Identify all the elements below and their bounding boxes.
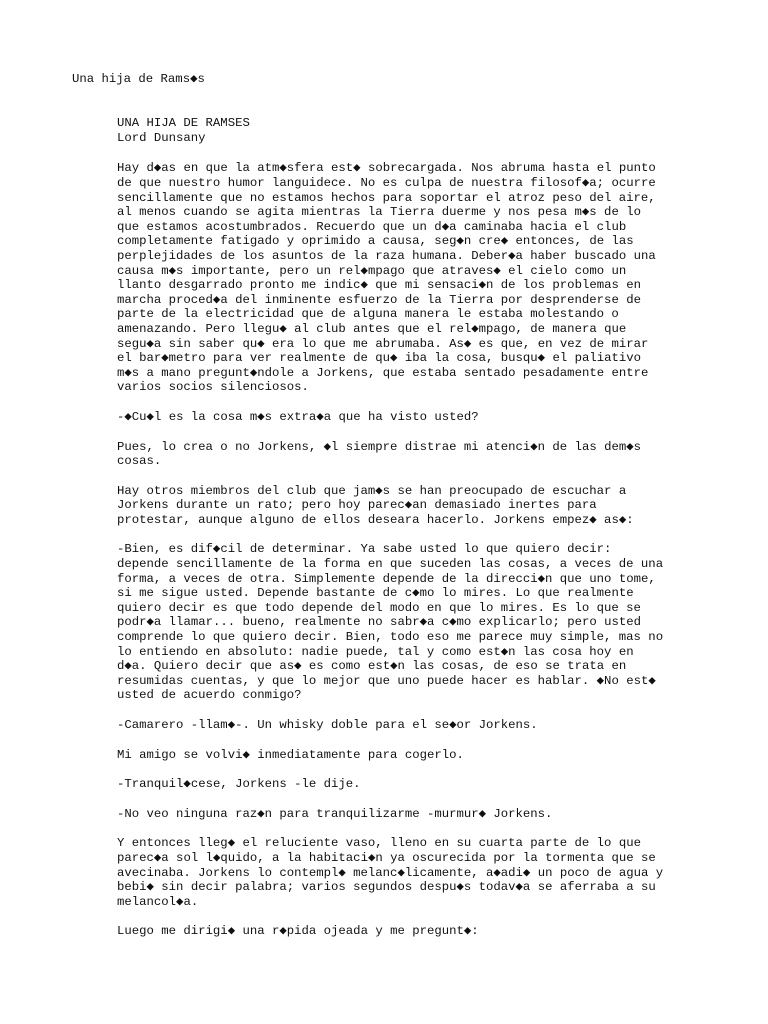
spacer: [117, 469, 697, 484]
paragraph: -◆Cu◆l es la cosa m◆s extra◆a que ha visto usted?: [117, 409, 479, 424]
spacer: [117, 733, 697, 748]
paragraph: -Bien, es dif◆cil de determinar. Ya sabe usted lo que quiero decir: depende sencillamente de la forma en que suceden las cosas, a veces de una forma, a veces de otra. Simplemente depende de la direcci◆n que uno tome, si me sigue usted. Depende bastante de c◆mo lo mires. Lo que realmente quiero decir es que todo depende del modo en que lo mires. Es lo que se podr◆a llamar... bueno, realmente no sabr◆a c◆mo explicarlo; pero usted comprende lo que quiero decir. Bien, todo eso me parece muy simple, mas no lo entiendo en absoluto: nadie puede, tal y como est◆n las cosa hoy en d◆a. Quiero decir que as◆ es como est◆n las cosas, de eso se trata en resumidas cuentas, y que lo mejor que uno puede hacer es hablar. ◆No est◆ usted de acuerdo conmigo?: [117, 542, 664, 703]
paragraph: -Camarero -llam◆-. Un whisky doble para el se◆or Jorkens.: [117, 718, 538, 732]
paragraph: Pues, lo crea o no Jorkens, ◆l siempre distrae mi atenci◆n de las dem◆s cosas.: [117, 439, 642, 469]
spacer: [117, 762, 697, 777]
spacer: [117, 821, 697, 836]
paragraph: Mi amigo se volvi◆ inmediatamente para cogerlo.: [117, 747, 464, 762]
spacer: [117, 792, 697, 807]
paragraph: Y entonces lleg◆ el reluciente vaso, lleno en su cuarta parte de lo que parec◆a sol l◆quido, a la habitaci◆n ya oscurecida por la tormenta que se avecinaba. Jorkens lo contempl◆ melanc◆licamente, a◆adi◆ un poco de agua y bebi◆ sin decir palabra; varios segundos despu◆s todav◆a se aferraba a su melancol◆a.: [117, 836, 664, 909]
story-heading: UNA HIJA DE RAMSES: [117, 116, 250, 130]
paragraph: Hay otros miembros del club que jam◆s se han preocupado de escuchar a Jorkens durante un rato; pero hoy parec◆an demasiado inertes para protestar, aunque alguno de ellos deseara hacerlo. Jorkens empez◆ as◆:: [117, 483, 634, 527]
spacer: [117, 146, 697, 161]
spacer: [117, 527, 697, 542]
paragraph: -Tranquil◆cese, Jorkens -le dije.: [117, 777, 361, 792]
story-author: Lord Dunsany: [117, 131, 206, 146]
spacer: [117, 425, 697, 440]
paragraph: -No veo ninguna raz◆n para tranquilizarme -murmur◆ Jorkens.: [117, 806, 553, 821]
spacer: [117, 909, 697, 924]
spacer: [117, 703, 697, 718]
document-title: Una hija de Rams◆s: [72, 72, 205, 86]
paragraph: Hay d◆as en que la atm◆sfera est◆ sobrecargada. Nos abruma hasta el punto de que nuestro humor languidece. No es culpa de nuestra filosof◆a; ocurre sencillamente que no estamos hechos para soportar el atroz peso del aire, al menos cuando se agita mientras la Tierra duerme y nos pesa m◆s de lo que estamos acostumbrados. Recuerdo que un d◆a caminaba hacia el club completamente fatigado y oprimido a causa, seg◆n cre◆ entonces, de las perplejidades de los asuntos de la raza humana. Deber◆a haber buscado una causa m◆s importante, pero un rel◆mpago que atraves◆ el cielo como un llanto desgarrado pronto me indic◆ que mi sensaci◆n de los problemas en marcha proced◆a del inminente esfuerzo de la Tierra por desprenderse de parte de la electricidad que de alguna manera le estaba molestando o amenazando. Pero llegu◆ al club antes que el rel◆mpago, de manera que segu◆a sin saber qu◆ era lo que me abrumaba. As◆ es que, en vez de mirar el bar◆metro para ver realmente de qu◆ iba la cosa, busqu◆ el paliativo m◆s a mano pregunt◆ndole a Jorkens, que estaba sentado pesadamente entre varios socios silenciosos.: [117, 161, 656, 395]
paragraph: Luego me dirigi◆ una r◆pida ojeada y me pregunt◆:: [117, 924, 479, 939]
spacer: [117, 395, 697, 410]
document-body: [117, 116, 697, 939]
